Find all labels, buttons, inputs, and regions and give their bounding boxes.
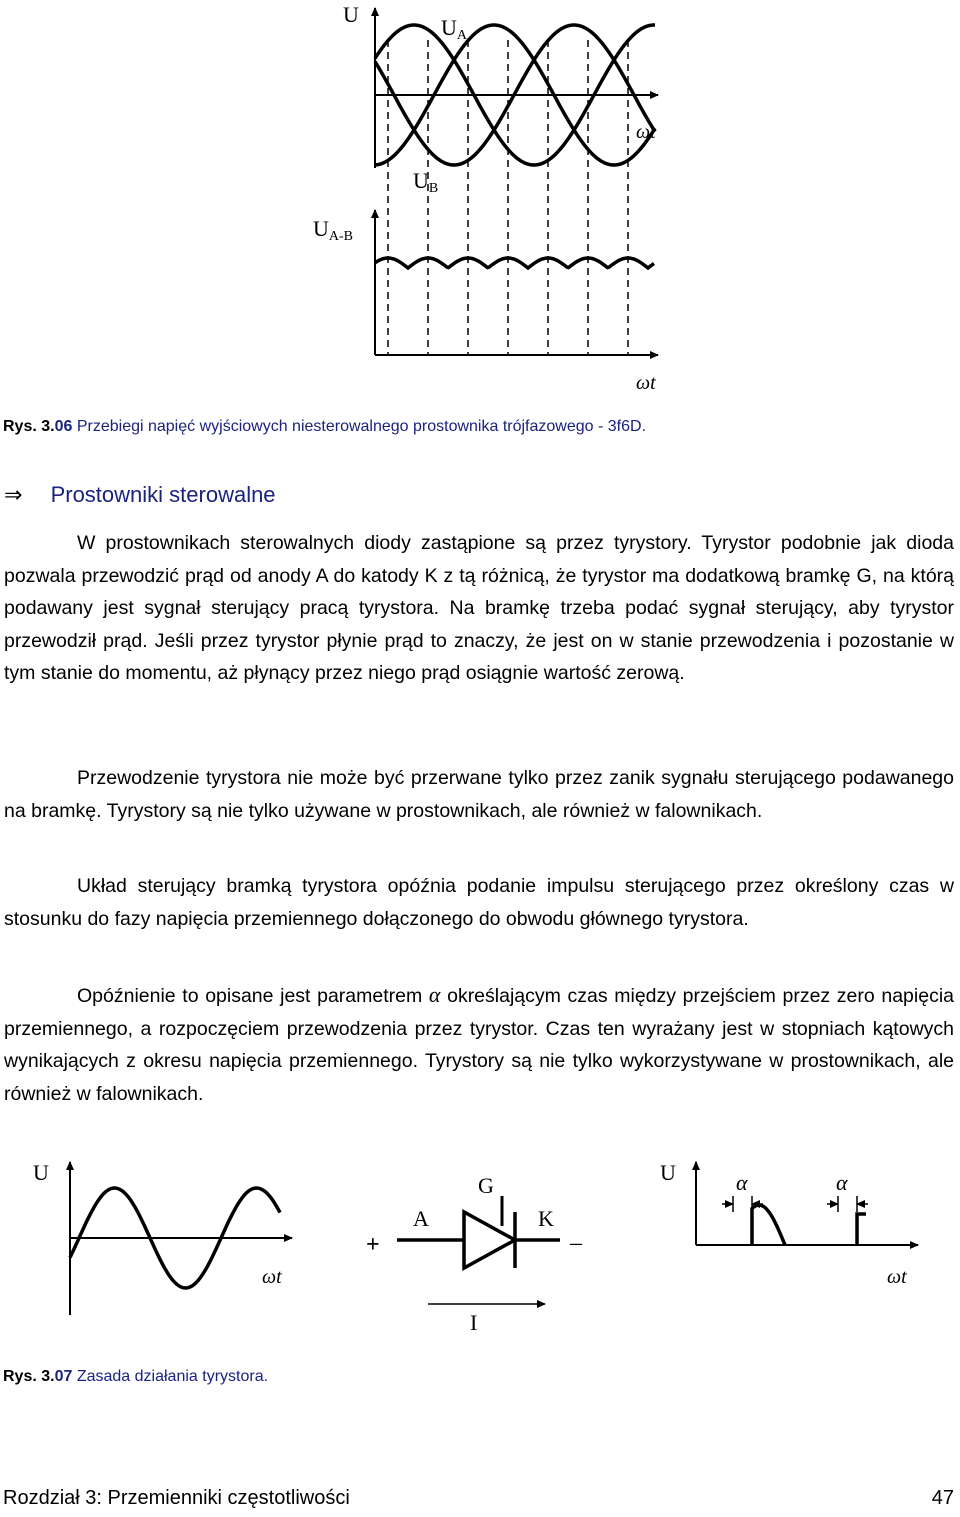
wt-label-bottom: ωt [636, 372, 656, 394]
gate-label: G [478, 1173, 494, 1198]
footer-chapter: Rozdział 3: Przemienniki częstotliwości [3, 1487, 350, 1509]
ua-label: UA [441, 15, 468, 43]
wt-label-right: ωt [887, 1266, 907, 1288]
paragraph-1: W prostownikach sterowalnych diody zastąpione są przez tyrystory. Tyrystor podobnie jak dioda pozwala przewodzić prąd od anody A do katody K z tą różnicą, że tyrystor ma dodatkową bramkę G, na którą podawany jest sygnał sterujący pracą tyrystora. Na bramkę trzeba podać sygnał sterujący, aby tyrystor przewodził prąd. Jeśli przez tyrystor płynie prąd to znaczy, że jest on w stanie przewodzenia i pozostanie w tym stanie do momentu, aż płynący przez niego prąd osiągnie wartość zerową. [4, 532, 954, 684]
thyristor-triangle [464, 1212, 515, 1268]
conduction-segment-1 [752, 1205, 785, 1245]
alpha-marker-2 [827, 1196, 868, 1212]
cathode-label: K [538, 1206, 554, 1231]
alpha-label-2: α [836, 1170, 848, 1195]
anode-label: A [413, 1206, 429, 1231]
waveform-figure-3-06 [0, 0, 960, 400]
current-label: I [470, 1310, 478, 1335]
ub-label: UB [413, 168, 439, 196]
paragraph-2: Przewodzenie tyrystora nie może być przerwane tylko przez zanik sygnału sterującego podawanego na bramkę. Tyrystory są nie tylko używane w prostownikach, ale również w falownikach. [4, 767, 954, 822]
plus-sign: + [366, 1232, 380, 1258]
alpha-symbol: α [428, 982, 441, 1007]
figure-caption-3-06: Rys. 3.06 Przebiegi napięć wyjściowych niesterowalnego prostownika trójfazowego - 3f6D. [3, 418, 647, 435]
uab-label: UA-B [313, 216, 354, 244]
u-label-left: U [33, 1160, 49, 1185]
conduction-segment-2 [857, 1214, 866, 1245]
wt-label-top: ωt [636, 121, 656, 143]
paragraph-3: Układ sterujący bramką tyrystora opóźnia podanie impulsu sterującego przez określony czas w stosunku do fazy napięcia przemiennego dołączonego do obwodu głównego tyrystora. [4, 875, 954, 930]
thyristor-figure-3-07 [0, 1150, 960, 1350]
wt-label-left: ωt [262, 1266, 282, 1288]
alpha-label-1: α [736, 1170, 748, 1195]
paragraph-4: Opóźnienie to opisane jest parametrem α określającym czas między przejściem przez zero napięcia przemiennego, a rozpoczęciem przewodzenia przez tyrystor. Czas ten wyrażany jest w stopniach kątowych wynikających z okresu napięcia przemiennego. Tyrystory są nie tylko wykorzystywane w prostownikach, ale również w falownikach. [4, 982, 955, 1105]
minus-sign: – [570, 1230, 582, 1256]
u-axis-label: U [343, 2, 359, 27]
section-title: Prostowniki sterowalne [50, 482, 276, 507]
dashed-commutation-lines [388, 40, 628, 355]
page-number: 47 [931, 1487, 954, 1509]
u-label-right: U [660, 1160, 676, 1185]
implies-arrow-icon: ⇒ [4, 483, 23, 508]
figure-caption-3-07: Rys. 3.07 Zasada działania tyrystora. [3, 1368, 269, 1385]
rectified-output-ripple [375, 258, 654, 268]
section-heading [4, 482, 276, 508]
